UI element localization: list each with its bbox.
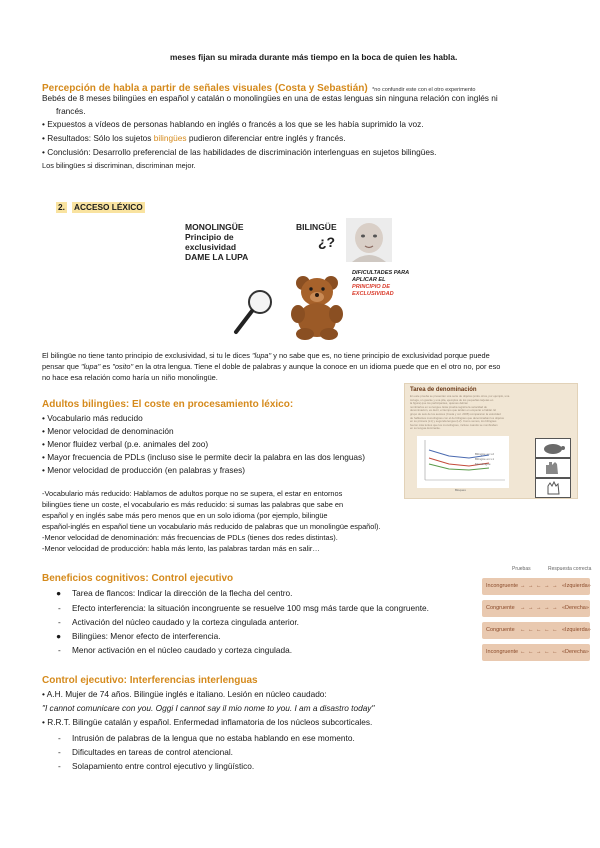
list-item: Efecto interferencia: la situación incongruente se resuelve 100 msg más tarde que la congruente. xyxy=(72,603,429,613)
patient-quote: "I cannot comunicare con you. Oggi I cannot say il mio nome to you. I am a disastro today" xyxy=(42,703,375,713)
column-header: Pruebas xyxy=(512,566,531,572)
hand-card xyxy=(535,478,571,498)
case-line: • R.R.T. Bilingüe catalán y español. Enfermedad inflamatoria de los núcleos subcorticales. xyxy=(42,717,373,727)
chart-legend xyxy=(475,452,494,467)
note-line: bilingües tiene un coste, el vocabulario es más reducido: si sumas las palabras que sabe en xyxy=(42,500,344,509)
turtle-card xyxy=(535,438,571,458)
note-line: -Vocabulario más reducido: Hablamos de adultos porque no se supera, el estar en entornos xyxy=(42,489,343,498)
bullet-item: • Mayor frecuencia de PDLs (incluso sise le permite decir la palabra en las dos lenguas) xyxy=(42,452,365,462)
monolingual-label: MONOLINGÜE Principio de exclusividad DAME LA LUPA xyxy=(185,222,249,262)
section-title: ACCESO LÉXICO xyxy=(74,202,143,212)
figure-text: En este prueba se presentan una serie de objetos (entre otros, por ejemplo, una tortuga, un guante y una pila, ejemplos de los pequeñas tarjetas en la figura) que los participantes, quienes debían nombrarlos en su lengua. Esta prueba registra la velocidad de denominación, es decir, el tiempo que tardan en empezar a hablar. El grupo de seis de los autores (Costa y col. 2008) compararon la velocidad de hablantes monolingües con el de bilingües que denominaban los objetos en su primera (L1) y segunda lengua (L2). Como vemos, los bilingües fueron más lentos que los monolingües, incluso cuando se nombraban en su lengua dominante. xyxy=(410,394,510,431)
difficulty-label: DIFICULTADES PARA APLICAR EL PRINCIPIO DE EXCLUSIVIDAD xyxy=(352,270,410,297)
list-item: Tarea de flancos: Indicar la dirección de la flecha del centro. xyxy=(72,588,293,598)
paragraph-line: no hace esa relación como haría un niño monolingüe. xyxy=(42,373,218,382)
paragraph-line: pensar que "lupa" es "osito" en la otra lengua. Tiene el doble de palabras y aunque la conoce en un idioma puede que en el otro no, por eso xyxy=(42,362,501,371)
bullet-item: • Conclusión: Desarrollo preferencial de las habilidades de discriminación interlenguas en sujetos bilingües. xyxy=(42,147,437,157)
legend-entry: Bilingüe en L2 xyxy=(475,452,495,456)
flanker-row: Incongruente ← ← → ← ← «Derecha» xyxy=(482,644,590,661)
list-item: Solapamiento entre control ejecutivo y lingüístico. xyxy=(72,761,255,771)
section-heading: Adultos bilingües: El coste en procesamiento léxico: xyxy=(42,399,294,410)
note-line: español-inglés en español tiene un vocabulario más reducido de palabras que un monolingüe español). xyxy=(42,522,381,531)
list-item: Activación del núcleo caudado y la corteza cingulada anterior. xyxy=(72,617,299,627)
bullet-item: • Menor velocidad de denominación xyxy=(42,426,174,436)
highlight-word: bilingües xyxy=(153,133,187,143)
note-line: -Menor velocidad de producción: habla más lento, las palabras tardan más en salir… xyxy=(42,544,320,553)
list-marker: ● xyxy=(56,631,62,641)
list-item: Menor activación en el núcleo caudado y corteza cingulada. xyxy=(72,645,293,655)
denomination-task-figure xyxy=(404,383,578,499)
list-item: Dificultades en tareas de control atencional. xyxy=(72,747,233,757)
note-line: -Menor velocidad de denominación: más frecuencias de PDLs (tienes dos redes distintas). xyxy=(42,533,338,542)
paragraph-line: Bebés de 8 meses bilingües en español y catalán o monolingües en una de estas lenguas sin ninguna relación con inglés ni xyxy=(42,93,498,103)
magnifier-icon xyxy=(230,286,278,338)
bullet-item: • Resultados: Sólo los sujetos bilingües pudieron diferenciar entre inglés y francés. xyxy=(42,133,346,143)
case-line: • A.H. Mujer de 74 años. Bilingüe inglés e italiano. Lesión en núcleo caudado: xyxy=(42,689,327,699)
continuation-line: meses fijan su mirada durante más tiempo en la boca de quien les habla. xyxy=(170,52,458,62)
bilingual-label: BILINGÜE xyxy=(296,222,337,232)
list-item: Bilingües: Menor efecto de interferencia. xyxy=(72,631,221,641)
paragraph-line: francés. xyxy=(56,106,86,116)
section-heading: Percepción de habla a partir de señales visuales (Costa y Sebastián) xyxy=(42,83,368,94)
paragraph-line: El bilingüe no tiene tanto principio de exclusividad, si tu le dices "lupa" y no sabe que es, no tiene principio de exclusividad porque puede xyxy=(42,351,490,360)
bullet-item: • Expuestos a vídeos de personas hablando en inglés o francés a los que se les había suprimido la voz. xyxy=(42,119,424,129)
list-item: Intrusión de palabras de la lengua que no estaba hablando en ese momento. xyxy=(72,733,355,743)
question-mark: ¿? xyxy=(318,234,336,250)
flanker-row: Incongruente → → ← → → «Izquierda» xyxy=(482,578,590,595)
flanker-row: Congruente ← ← ← ← ← «Izquierda» xyxy=(482,622,590,639)
section-heading: Beneficios cognitivos: Control ejecutivo xyxy=(42,573,234,584)
section-number: 2. xyxy=(58,202,65,212)
flanker-task-figure xyxy=(482,566,592,671)
list-marker: ● xyxy=(56,588,62,598)
denomination-chart xyxy=(417,436,509,488)
bullet-item: • Menor velocidad de producción (en palabras y frases) xyxy=(42,465,246,475)
list-marker: - xyxy=(58,645,61,655)
legend-entry: Monolingüe xyxy=(475,462,491,466)
column-header: Respuesta correcta xyxy=(548,566,592,572)
legend-entry: Bilingüe en L1 xyxy=(475,457,495,461)
bullet-item: • Menor fluidez verbal (p.e. animales del zoo) xyxy=(42,439,209,449)
chart-xlabel: Bloques xyxy=(455,488,466,492)
note-line: Los bilingües si discriminan, discriminan mejor. xyxy=(42,161,196,170)
note-line: español y en inglés sabe más pero menos que en un solo idioma (por ejemplo, bilingüe xyxy=(42,511,328,520)
list-marker: - xyxy=(58,617,61,627)
teddy-bear-image xyxy=(286,272,348,340)
list-marker: - xyxy=(58,761,61,771)
heading-note: *no confundir este con el otro experimento xyxy=(372,87,476,93)
section-heading: Control ejecutivo: Interferencias interlenguas xyxy=(42,675,258,686)
glove-card xyxy=(535,458,571,478)
list-marker: - xyxy=(58,747,61,757)
list-marker: - xyxy=(58,603,61,613)
flanker-row: Congruente → → → → → «Derecha» xyxy=(482,600,590,617)
bullet-item: • Vocabulario más reducido xyxy=(42,413,143,423)
figure-title: Tarea de denominación xyxy=(410,387,477,393)
baby-photo xyxy=(346,218,392,262)
list-marker: - xyxy=(58,733,61,743)
